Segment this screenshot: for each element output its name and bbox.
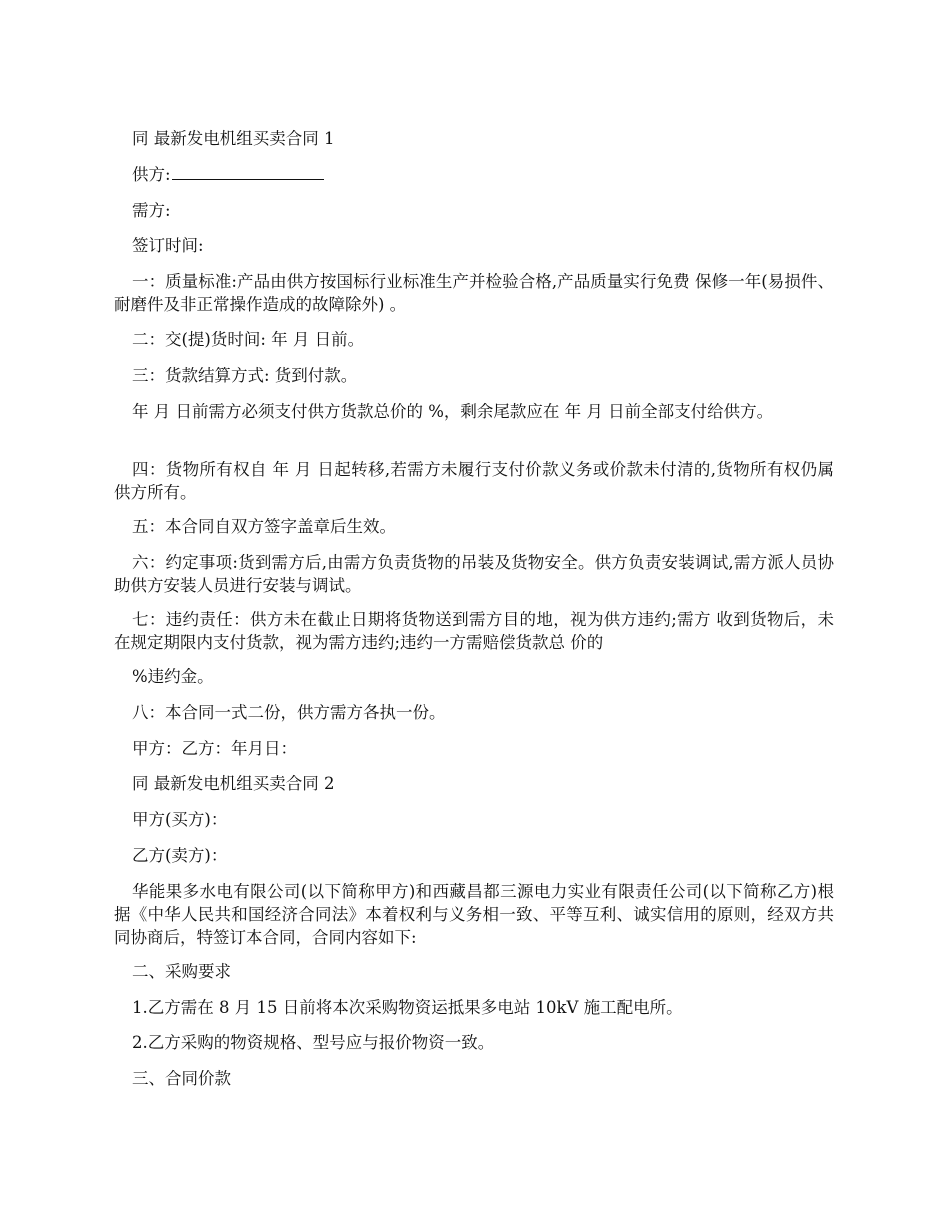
signing-date-line: 签订时间: (132, 236, 204, 255)
signature-line: 甲方：乙方：年月日： (132, 739, 297, 758)
clause-payment-schedule: 年 月 日前需方必须支付供方货款总价的 %，剩余尾款应在 年 月 日前全部支付给供方。 (132, 402, 774, 421)
clause-copies: 八：本合同一式二份，供方需方各执一份。 (132, 703, 446, 722)
contract-title-1: 同 最新发电机组买卖合同 1 (132, 129, 335, 148)
clause-agreed-matters: 六：约定事项:货到需方后,由需方负责货物的吊装及货物安全。供方负责安装调试,需方派人员协助供方安装人员进行安装与调试。 (114, 553, 834, 595)
clause-breach: 七：违约责任：供方未在截止日期将货物送到需方目的地，视为供方违约;需方 收到货物后，未在规定期限内支付货款，视为需方违约;违约一方需赔偿货款总 价的 (114, 610, 834, 652)
supplier-label: 供方: (132, 165, 171, 184)
buyer-line: 需方: (132, 201, 171, 220)
requirement-1: 1.乙方需在 8 月 15 日前将本次采购物资运抵果多电站 10kV 施工配电所。 (132, 998, 683, 1017)
clause-penalty: %违约金。 (132, 667, 214, 686)
clause-payment-method: 三：货款结算方式: 货到付款。 (132, 366, 358, 385)
requirement-2: 2.乙方采购的物资规格、型号应与报价物资一致。 (132, 1033, 495, 1052)
supplier-line (114, 163, 834, 186)
party-a-line: 甲方(买方)： (132, 810, 228, 829)
section-purchase-requirements: 二、采购要求 (132, 962, 231, 981)
clause-effective: 五：本合同自双方签字盖章后生效。 (132, 517, 396, 536)
party-b-line: 乙方(卖方)： (132, 846, 228, 865)
contract-preamble: 华能果多水电有限公司(以下简称甲方)和西藏昌都三源电力实业有限责任公司(以下简称乙方)根据《中华人民共和国经济合同法》本着权利与义务相一致、平等互利、诚实信用的原则，经双方共同协商后，特签订本合同，合同内容如下: (114, 882, 834, 947)
clause-ownership: 四：货物所有权自 年 月 日起转移,若需方未履行支付价款义务或价款未付清的,货物所有权仍属供方所有。 (114, 460, 834, 502)
clause-quality: 一：质量标准:产品由供方按国标行业标准生产并检验合格,产品质量实行免费 保修一年(易损件、耐磨件及非正常操作造成的故障除外) 。 (114, 272, 834, 314)
supplier-blank (172, 163, 324, 180)
contract-title-2: 同 最新发电机组买卖合同 2 (132, 774, 335, 793)
clause-delivery-time: 二：交(提)货时间: 年 月 日前。 (132, 330, 365, 349)
section-contract-price: 三、合同价款 (132, 1069, 231, 1088)
